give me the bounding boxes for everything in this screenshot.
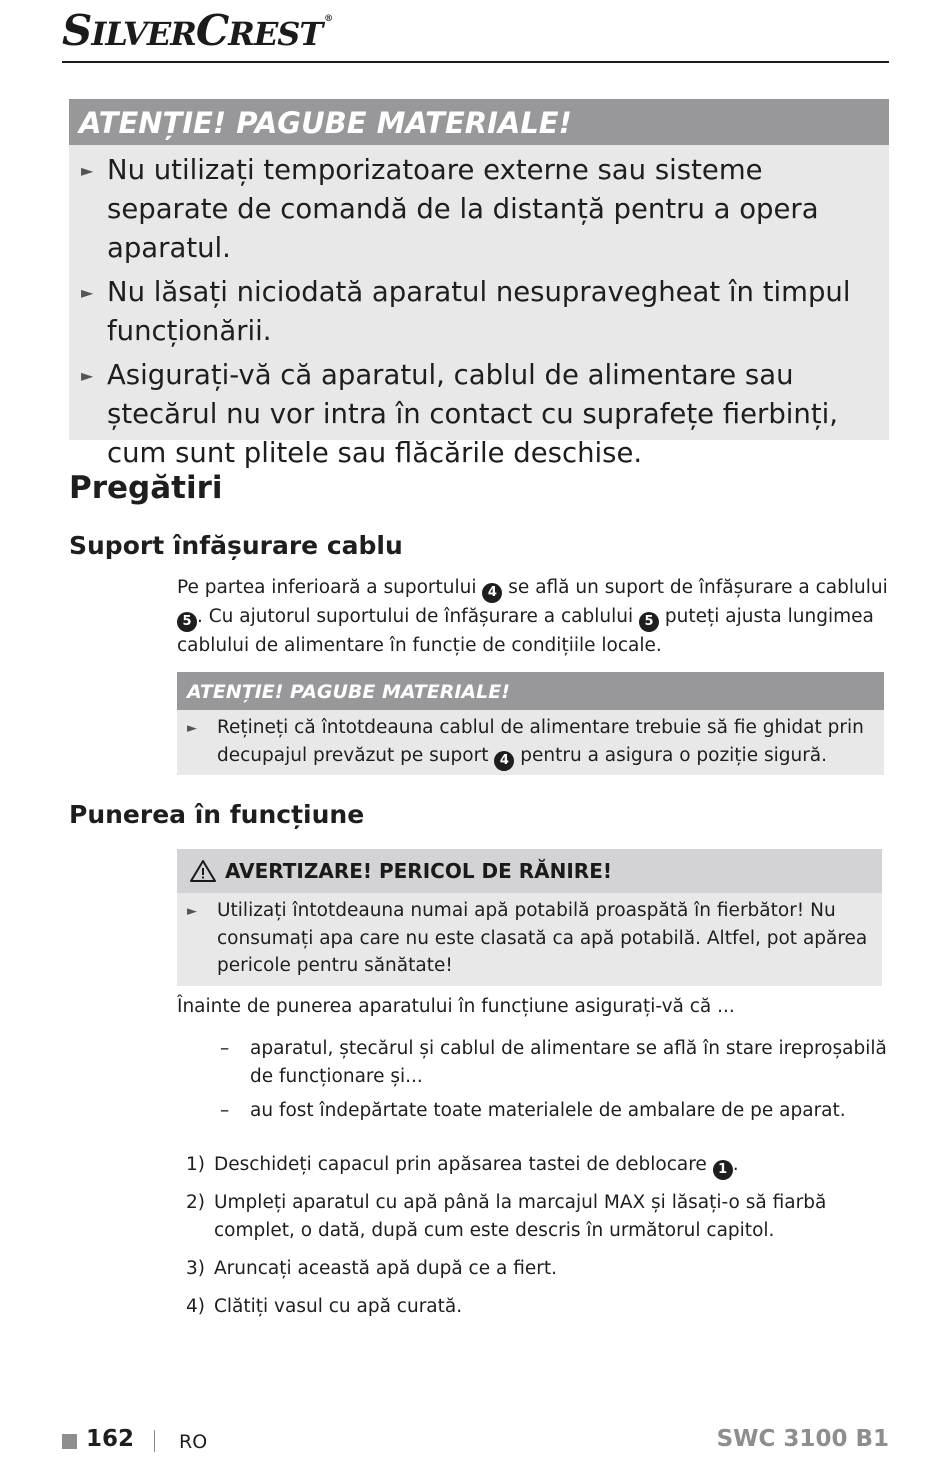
notice-item: ► Asigurați-vă că aparatul, cablul de alimentare sau ștecărul nu vor intra în contact cu suprafețe fierbinți, cum sunt plitele sau flăcările deschise.: [81, 356, 875, 473]
footer-divider: [154, 1430, 155, 1452]
section-title: Pregătiri: [69, 470, 223, 506]
bullet-arrow-icon: ►: [81, 366, 94, 385]
cable-notice: [177, 672, 884, 775]
page-number: 162: [86, 1426, 135, 1452]
step-item: 2) Umpleți aparatul cu apă până la marcajul MAX și lăsați-o să fiarbă complet, o dată, după cum este descris în următorul capitol.: [186, 1192, 827, 1241]
notice-item: ► Nu utilizați temporizatoare externe sau sisteme separate de comandă de la distanță pentru a opera aparatul.: [81, 151, 875, 268]
operation-heading: Punerea în funcțiune: [69, 800, 365, 829]
step-item: 1) Deschideți capacul prin apăsarea tastei de deblocare 1 .: [186, 1151, 888, 1180]
bullet-arrow-icon: ►: [81, 283, 94, 302]
bullet-arrow-icon: ►: [81, 161, 94, 180]
checklist-item: – au fost îndepărtate toate materialele de ambalare de pe aparat.: [220, 1100, 846, 1121]
part-number-badge: 5: [639, 612, 659, 632]
model-number: SWC 3100 B1: [716, 1426, 889, 1452]
injury-warning: [177, 849, 882, 986]
notice-item: ► Nu lăsați niciodată aparatul nesupravegheat în timpul funcționării.: [81, 273, 875, 351]
footer-square-icon: [62, 1434, 77, 1449]
notice-title: ATENȚIE! PAGUBE MATERIALE!: [177, 672, 884, 710]
part-number-badge: 4: [482, 583, 502, 603]
cable-heading: Suport înfășurare cablu: [69, 531, 403, 560]
step-item: 3) Aruncați această apă după ce a fiert.: [186, 1258, 557, 1279]
brand-logo: SILVERCREST ®: [62, 6, 333, 55]
page-footer: [62, 1426, 889, 1457]
bullet-arrow-icon: ►: [187, 904, 197, 919]
notice-item: ► Rețineți că întotdeauna cablul de alimentare trebuie să fie ghidat prin decupajul prevăzut pe suport 4 pentru a asigura o poziție sigură.: [187, 714, 872, 771]
material-damage-notice: [69, 99, 889, 469]
warning-item: ► Utilizați întotdeauna numai apă potabilă proaspătă în fierbător! Nu consumați apa care nu este clasată ca apă potabilă. Altfel, pot apărea pericole pentru sănătate!: [187, 897, 870, 980]
bullet-arrow-icon: ►: [187, 721, 197, 736]
notice-title: ATENȚIE! PAGUBE MATERIALE!: [69, 99, 889, 145]
step-item: 4) Clătiți vasul cu apă curată.: [186, 1296, 463, 1317]
checklist-item: – aparatul, ștecărul și cablul de alimentare se află în stare ireproșabilă de funcționare și...: [220, 1038, 887, 1087]
part-number-badge: 4: [494, 751, 514, 771]
warning-triangle-icon: [189, 859, 217, 883]
part-number-badge: 5: [177, 612, 197, 632]
intro-text: Înainte de punerea aparatului în funcțiune asigurați-vă că ...: [177, 996, 735, 1017]
language-code: RO: [179, 1431, 208, 1453]
cable-paragraph: Pe partea inferioară a suportului 4 se află un suport de înfășurare a cablului 5 . Cu ajutorul suportului de înfășurare a cablului 5 puteți ajusta lungimea cablului de alimentare în funcție de condițiile locale.: [177, 577, 888, 656]
warning-title: AVERTIZARE! PERICOL DE RĂNIRE!: [177, 849, 882, 893]
header-rule: [62, 61, 889, 63]
part-number-badge: 1: [713, 1160, 733, 1180]
